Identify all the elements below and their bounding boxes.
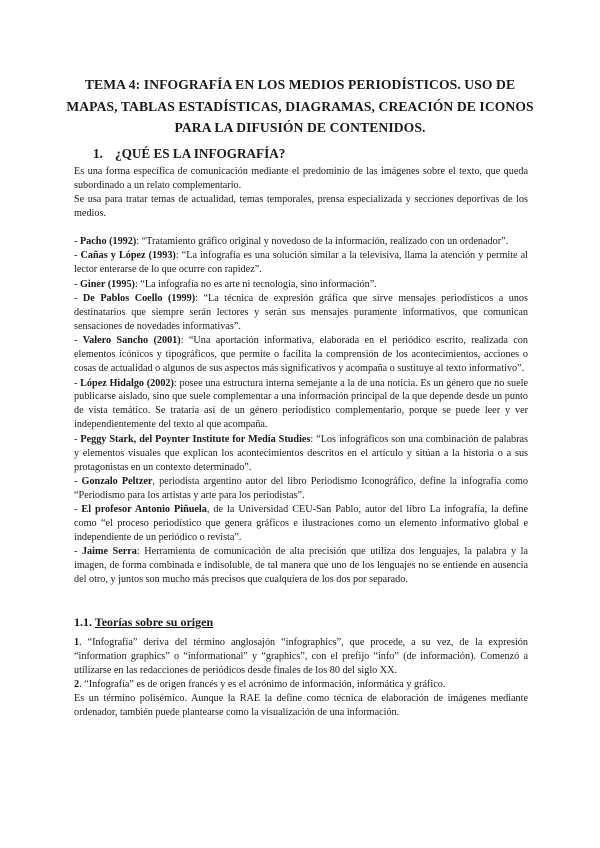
origin-theories — [74, 636, 528, 719]
definition-author: Gonzalo Peltzer — [81, 475, 153, 487]
section-heading — [93, 146, 285, 162]
definition-author: López Hidalgo (2002) — [80, 377, 174, 389]
definition-author: El profesor Antonio Piñuela — [81, 504, 207, 516]
definition-item: - Peggy Stark, del Poynter Institute for Media Studies: “Los infográficos son una combinación de palabras y elementos visuales que explican los acontecimientos descritos en el artículo y sitúan a la historia o a sus protagonistas en un contexto determinado”. — [74, 433, 528, 473]
section-title: ¿QUÉ ES LA INFOGRAFÍA? — [115, 146, 286, 161]
definition-author: Jaime Serra — [81, 546, 137, 558]
definition-text: : posee una estructura interna semejante a la de una noticia. Es un género que no suele publicarse aislado, sino que suele complementar a una información principal de la que depende desde un punto de vista temático. Se trataría así de un género periodístico complementario, porque se puede leer y ver independientemente del texto al que acompaña. — [74, 377, 528, 431]
definition-item: - De Pablos Coello (1999): “La técnica de expresión gráfica que sirve mensajes periodísticos a unos destinatarios que siempre serán lectores y serán sus mensajes puramente informativos, que comunican sensaciones de novedades informativas”. — [74, 293, 528, 332]
definition-item: - Cañas y López (1993): “La infografía es una solución similar a la televisiva, llama la atención y permite al lector enterarse de lo que ocurre con rapidez”. — [74, 250, 528, 276]
definition-author: Giner (1995) — [79, 278, 135, 290]
definition-text: : “La técnica de expresión gráfica que sirve mensajes periodísticos a unos destinatarios que siempre serán lectores y serán sus mensajes puramente informativos, que comunican sensaciones de novedades informativas”. — [74, 293, 528, 332]
definition-text: , de la Universidad CEU-San Pablo, autor del libro La infografía, la define como “el proceso periodístico que genera gráficos e ilustraciones como un elemento informativo global e independiente de un periódico o revista”. — [74, 504, 528, 544]
definitions-list — [74, 235, 528, 588]
section-number: 1. — [93, 146, 103, 161]
definition-author: Peggy Stark, del Poynter Institute for Media Studies — [80, 433, 311, 445]
origin-item-text: . “Infografía” deriva del término anglosajón “infographics”, que procede, a su vez, de la expresión “information graphics” o “informational” y “graphics”, con el prefijo “info” (de información). Comenzó a utilizarse en las redacciones de periódicos desde finales de los 80 del siglo XX. — [74, 637, 528, 676]
definition-item: - Jaime Serra: Herramienta de comunicación de alta precisión que utiliza dos lenguajes, la palabra y la imagen, de forma combinada e indisoluble, de tal manera que uno de los lenguajes no se entiende en ausencia del otro, y juntos son mucho más precisos que cualquiera de los dos por separado. — [74, 546, 528, 586]
origin-item — [74, 636, 528, 678]
definition-text: : “Una aportación informativa, elaborada en el periódico escrito, realizada con elementos icónicos y tipográficos, que permite o facilita la comprensión de los acontecimientos, acciones o cosas de actualidad o algunos de sus aspectos más significativos y acompaña o sustituye al texto informativo”. — [74, 335, 528, 375]
definition-item: - López Hidalgo (2002): posee una estructura interna semejante a la de una noticia. Es un género que no suele publicarse aislado, sino que suele complementar a una información principal de la que depende desde un punto de vista temático. Se trataría así de un género periodístico complementario, porque se puede leer y ver independientemente del texto al que acompaña. — [74, 377, 528, 431]
subsection-number: 1.1. — [74, 615, 92, 629]
definition-item: - Giner (1995): “La infografía no es arte ni tecnología, sino información”. — [74, 278, 377, 290]
definition-text: : Herramienta de comunicación de alta precisión que utiliza dos lenguajes, la palabra y la imagen, de forma combinada e indisoluble, de tal manera que uno de los lenguajes no se entiende en ausencia del otro, y juntos son mucho más precisos que cualquiera de los dos por separado. — [74, 546, 528, 586]
subsection-title: Teorías sobre su origen — [94, 615, 214, 629]
definition-author: Valero Sancho (2001) — [82, 335, 181, 347]
definition-author: Cañas y López (1993) — [80, 250, 176, 262]
definition-text: : “La infografía es una solución similar a la televisiva, llama la atención y permite al lector enterarse de lo que ocurre con rapidez”. — [74, 250, 528, 276]
definition-item: - Pacho (1992): “Tratamiento gráfico original y novedoso de la información, realizado con un ordenador”. — [74, 236, 509, 247]
definition-item: - Gonzalo Peltzer, periodista argentino autor del libro Periodismo Iconográfico, define la infografía como “Periodismo para los artistas y arte para los periodistas”. — [74, 475, 528, 501]
definition-author: Pacho (1992) — [79, 236, 137, 247]
definition-item: - El profesor Antonio Piñuela, de la Universidad CEU-San Pablo, autor del libro La infografía, la define como “el proceso periodístico que genera gráficos e ilustraciones como un elemento informativo global e independiente de un periódico o revista”. — [74, 504, 528, 544]
definition-text: , periodista argentino autor del libro Periodismo Iconográfico, define la infografía como “Periodismo para los artistas y arte para los periodistas”. — [74, 475, 528, 501]
subsection-heading — [74, 615, 213, 630]
definition-text: : “Tratamiento gráfico original y novedoso de la información, realizado con un ordenador”. — [136, 236, 509, 247]
origin-item — [74, 678, 528, 692]
intro-paragraph: Es una forma específica de comunicación mediante el predominio de las imágenes sobre el texto, que queda subordinado a un relato complementario. — [74, 166, 528, 191]
definition-text: : “La infografía no es arte ni tecnología, sino información”. — [134, 278, 377, 290]
origin-item-text: . “Infografía” es de origen francés y es el acrónimo de información, informática y gráfico. — [79, 678, 446, 690]
document-title: TEMA 4: INFOGRAFÍA EN LOS MEDIOS PERIODÍSTICOS. USO DE MAPAS, TABLAS ESTADÍSTICAS, DIAGRAMAS, CREACIÓN DE ICONOS PARA LA DIFUSIÓN DE CONTENIDOS. — [66, 77, 534, 135]
intro-paragraph: Se usa para tratar temas de actualidad, temas temporales, prensa especializada y secciones deportivas de los medios. — [74, 193, 528, 219]
definition-author: De Pablos Coello (1999) — [82, 293, 196, 305]
closing-paragraph: Es un término polisémico. Aunque la RAE la define como técnica de elaboración de imágenes mediante ordenador, también puede plantearse como la visualización de una información. — [74, 692, 528, 718]
origin-item-number: 2 — [74, 678, 80, 690]
definition-item: - Valero Sancho (2001): “Una aportación informativa, elaborada en el periódico escrito, realizada con elementos icónicos y tipográficos, que permite o facilita la comprensión de los acontecimientos, acciones o cosas de actualidad o algunos de sus aspectos más significativos y acompaña o sustituye al texto informativo”. — [74, 335, 528, 375]
definition-text: : “Los infográficos son una combinación de palabras y elementos visuales que explican los acontecimientos descritos en el artículo y sitúan a la historia o a sus protagonistas en un contexto determinado”. — [74, 433, 528, 473]
intro-paragraphs — [74, 165, 528, 221]
origin-item-number: 1 — [74, 637, 80, 648]
